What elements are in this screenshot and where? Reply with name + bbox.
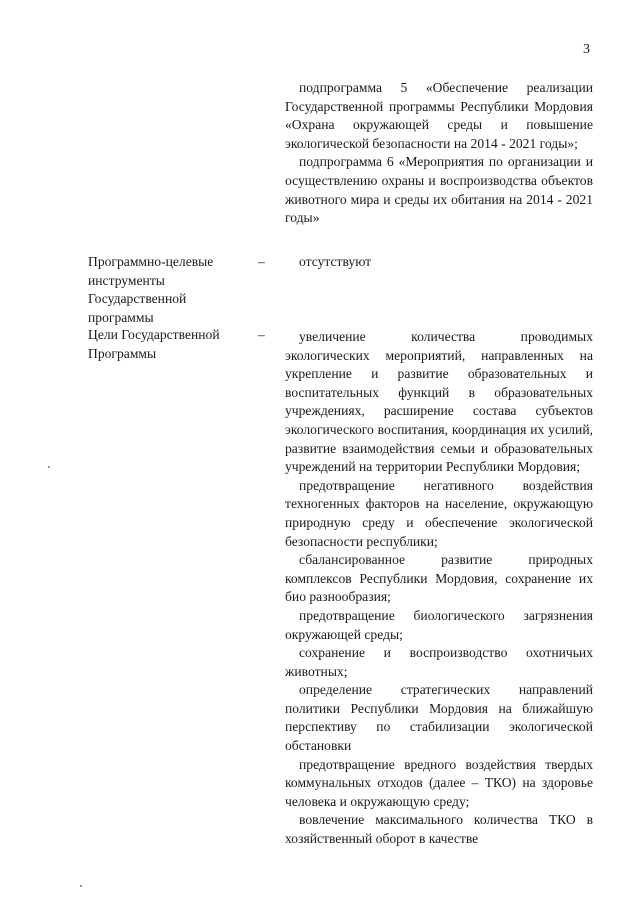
instruments-dash: – [258,254,265,269]
goal-item: определение стратегических направлений политики Республики Мордовия на ближайшую перспективу по стабилизации экологической обстановки [285,682,593,754]
goal-item: предотвращение вредного воздействия твердых коммунальных отходов (далее – ТКО) на здоровье человека и окружающую среду; [285,756,593,809]
goal-item: вовлечение максимального количества ТКО в хозяйственный оборот в качестве [285,812,593,847]
goal-item: предотвращение негативного воздействия техногенных факторов на население, окружающую природную среду и обеспечение экологической безопасности республики; [285,477,593,549]
goal-item: сохранение и воспроизводство охотничьих животных; [285,645,593,679]
scan-speck [80,885,82,887]
subprogram-5: подпрограмма 5 «Обеспечение реализации Государственной программы Республики Мордовия «Охрана окружающей среды и повышение экологической безопасности на 2014 - 2021 годы»; [285,80,593,151]
subprogram-6: подпрограмма 6 «Мероприятия по организации и осуществлению охраны и воспроизводства объектов животного мира и среды их обитания на 2014 - 2021 годы» [285,154,593,226]
subprograms-list [285,79,593,228]
goals-label: Цели Государственной Программы [88,327,220,361]
goal-item: сбалансированное развитие природных комплексов Республики Мордовия, сохранение их био разнообразия; [285,552,593,605]
instruments-label: Программно-целевые инструменты Государственной программы [88,254,214,325]
goals-list [285,328,593,849]
page-number: 3 [583,42,590,57]
instruments-value: отсутствуют [299,254,372,269]
goals-dash: – [258,327,265,342]
goal-item: предотвращение биологического загрязнения окружающей среды; [285,607,593,642]
scan-speck [48,466,50,468]
goal-item: увеличение количества проводимых экологических мероприятий, направленных на укрепление и развитие образовательных и воспитательных функций в образовательных учреждениях, расширение состава субъектов экологического воспитания, координация их усилий, развитие взаимодействия семьи и образовательных учреждений на территории Республики Мордовия; [285,329,593,475]
